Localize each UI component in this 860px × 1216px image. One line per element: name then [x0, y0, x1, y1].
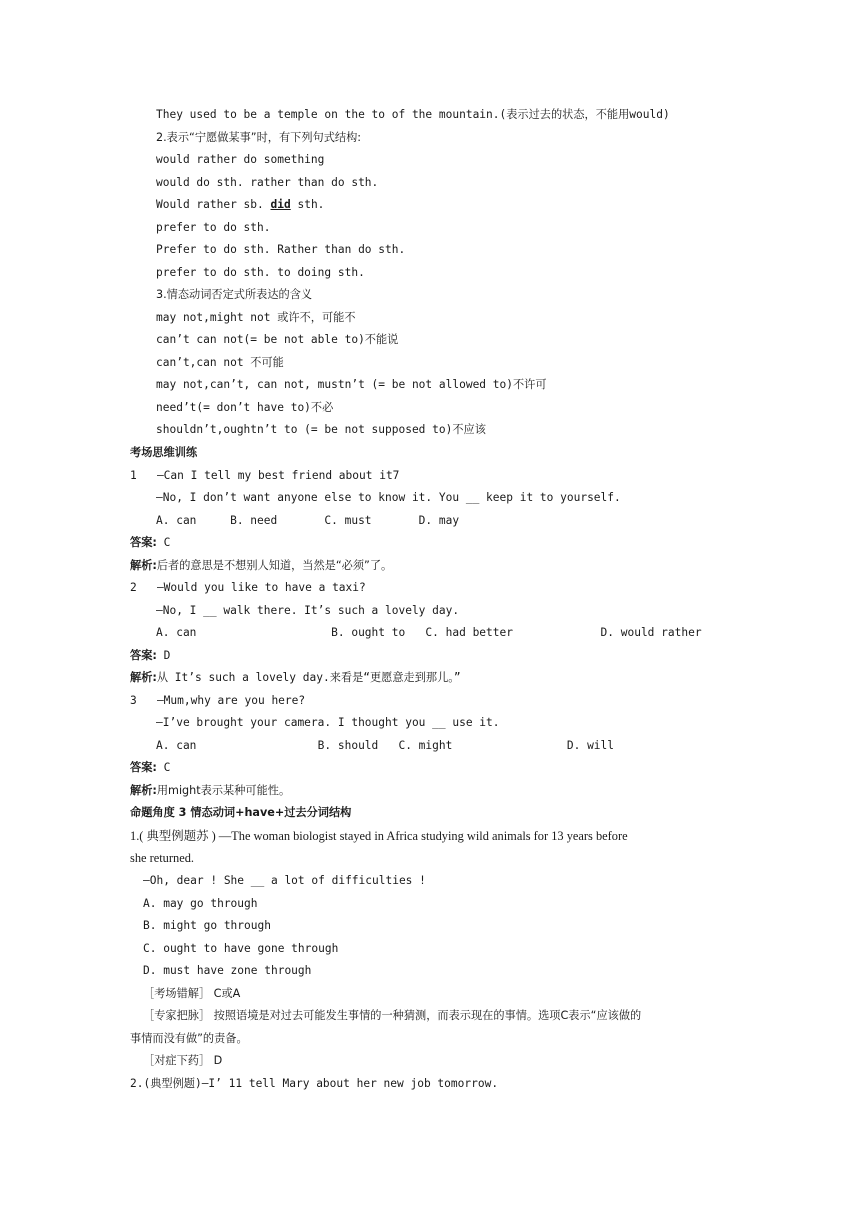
underlined-word: did — [270, 198, 291, 211]
question-line: she returned. — [130, 851, 194, 865]
note-line: ［对症下药］ D — [143, 1054, 223, 1067]
answer-line — [130, 649, 170, 663]
text-line: shouldn’t,oughtn’t to (= be not supposed to)不应该 — [156, 423, 486, 436]
text-line — [156, 198, 324, 212]
text-line: would do sth. rather than do sth. — [156, 176, 379, 189]
answer-line — [130, 761, 170, 775]
note-line: ［专家把脉］ 按照语境是对过去可能发生事情的一种猜测，而表示现在的事情。选项C表示“应该做的 — [143, 1009, 642, 1022]
answer-label: 答案: — [130, 649, 157, 662]
question-line: 1 —Can I tell my best friend about it7 — [130, 469, 400, 482]
option-line: B. might go through — [143, 919, 271, 932]
text-line: prefer to do sth. — [156, 221, 271, 234]
text-line: would rather do something — [156, 153, 325, 166]
text-line: can’t,can not 不可能 — [156, 356, 284, 369]
text-line: They used to be a temple on the to of the mountain.(表示过去的状态，不能用would) — [156, 108, 670, 121]
text-line: prefer to do sth. to doing sth. — [156, 266, 365, 279]
text-line: need’t(= don’t have to)不必 — [156, 401, 334, 414]
answer-label: 答案: — [130, 761, 157, 774]
answer-label: 答案: — [130, 536, 157, 549]
explanation-line — [130, 671, 461, 685]
text-line: 3.情态动词否定式所表达的含义 — [156, 288, 313, 301]
question-line: —I’ve brought your camera. I thought you __ use it. — [156, 716, 500, 729]
note-line: 事情而没有做”的责备。 — [130, 1032, 248, 1045]
answer-value: C — [156, 761, 171, 774]
question-line: 3 —Mum,why are you here? — [130, 694, 306, 707]
options-line: A. can B. should C. might D. will — [156, 739, 615, 752]
question-line: 2.(典型例题)—I’ 11 tell Mary about her new job tomorrow. — [130, 1077, 499, 1090]
answer-value: D — [156, 649, 171, 662]
question-line: 2 —Would you like to have a taxi? — [130, 581, 366, 594]
text-segment: sth. — [290, 198, 325, 211]
options-line: A. can B. ought to C. had better D. would rather — [156, 626, 702, 639]
explanation-label: 解析: — [130, 784, 157, 797]
text-line: can’t can not(= be not able to)不能说 — [156, 333, 399, 346]
question-line: —Oh, dear ! She __ a lot of difficulties ! — [143, 874, 426, 887]
note-line: ［考场错解］ C或A — [143, 987, 241, 1000]
question-line: —No, I don’t want anyone else to know it. You __ keep it to yourself. — [156, 491, 621, 504]
answer-value: C — [156, 536, 171, 549]
section-heading: 命题角度 3 情态动词+have+过去分词结构 — [130, 806, 352, 819]
text-line: may not,might not 或许不，可能不 — [156, 311, 356, 324]
explanation-label: 解析: — [130, 559, 157, 572]
text-segment: Would rather sb. — [156, 198, 271, 211]
section-heading: 考场思维训练 — [130, 446, 198, 459]
explanation-line — [130, 559, 392, 573]
answer-line — [130, 536, 170, 550]
explanation-text: 从 It’s such a lovely day.来看是“更愿意走到那儿。” — [156, 671, 461, 684]
option-line: A. may go through — [143, 897, 258, 910]
question-line: 1.( 典型例题苏 ) —The woman biologist stayed in Africa studying wild animals for 13 years before — [130, 829, 628, 843]
option-line: C. ought to have gone through — [143, 942, 339, 955]
explanation-label: 解析: — [130, 671, 157, 684]
options-line: A. can B. need C. must D. may — [156, 514, 460, 527]
option-line: D. must have zone through — [143, 964, 312, 977]
text-line: Prefer to do sth. Rather than do sth. — [156, 243, 406, 256]
explanation-line — [130, 784, 290, 798]
text-line: may not,can’t, can not, mustn’t (= be not allowed to)不许可 — [156, 378, 547, 391]
explanation-text: 后者的意思是不想别人知道，当然是“必须”了。 — [156, 559, 393, 572]
question-line: —No, I __ walk there. It’s such a lovely day. — [156, 604, 460, 617]
explanation-text: 用might表示某种可能性。 — [156, 784, 291, 797]
text-line: 2.表示“宁愿做某事”时，有下列句式结构: — [156, 131, 362, 144]
